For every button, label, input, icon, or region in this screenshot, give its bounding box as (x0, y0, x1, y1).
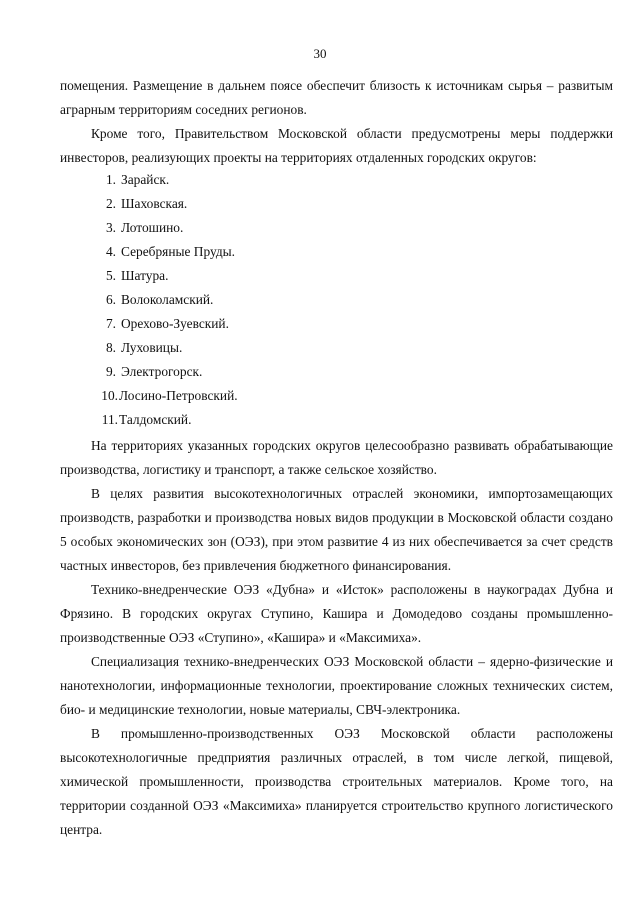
list-item (90, 240, 238, 264)
list-item-number: 5. (105, 268, 116, 283)
paragraph-technical-zones: Технико-внедренческие ОЭЗ «Дубна» и «Исток» расположены в наукоградах Дубна и Фрязино. В городских округах Ступино, Кашира и Домодедово созданы промышленно-производственные ОЭЗ «Ступино», «Кашира» и «Максимиха». (60, 582, 613, 645)
list-item-number: 6. (105, 292, 116, 307)
paragraph-specialization: Специализация технико-внедренческих ОЭЗ Московской области – ядерно-физические и нанотехнологии, информационные технологии, проектирование сложных технических систем, био- и медицинские технологии, новые материалы, СВЧ-электроника. (60, 654, 613, 717)
list-item (90, 192, 238, 216)
list-item-text: Лотошино. (121, 220, 184, 235)
list-item-number: 8. (105, 340, 116, 355)
list-item (90, 264, 238, 288)
list-item-text: Волоколамский. (121, 292, 214, 307)
paragraph-continuation: помещения. Размещение в дальнем поясе обеспечит близость к источникам сырья – развитым аграрным территориям соседних регионов. (60, 78, 613, 117)
list-item-text: Шаховская. (121, 196, 188, 211)
list-item (90, 384, 238, 408)
list-item-text: Зарайск. (121, 172, 170, 187)
list-item-number: 1. (105, 172, 116, 187)
list-item (90, 408, 238, 432)
list-item (90, 360, 238, 384)
list-item-text: Шатура. (121, 268, 169, 283)
list-item (90, 336, 238, 360)
district-list (90, 168, 238, 432)
list-item-number: 9. (105, 364, 116, 379)
list-item-text: Талдомский. (119, 412, 192, 427)
list-item-text: Электрогорск. (121, 364, 203, 379)
list-item-text: Серебряные Пруды. (121, 244, 235, 259)
list-item-number: 10. (101, 388, 118, 403)
list-item-number: 7. (105, 316, 116, 331)
page-number: 30 (313, 46, 327, 61)
list-item (90, 168, 238, 192)
paragraph-support-measures: Кроме того, Правительством Московской области предусмотрены меры поддержки инвесторов, реализующих проекты на территориях отдаленных городских округов: (60, 126, 613, 165)
list-item-text: Луховицы. (121, 340, 183, 355)
list-item (90, 312, 238, 336)
paragraph-industrial-zones: В промышленно-производственных ОЭЗ Московской области расположены высокотехнологичные предприятия различных отраслей, в том числе легкой, пищевой, химической промышленности, производства строительных материалов. Кроме того, на территории созданной ОЭЗ «Максимиха» планируется строительство крупного логистического центра. (60, 726, 613, 837)
list-item-number: 3. (105, 220, 116, 235)
list-item (90, 288, 238, 312)
list-item-text: Орехово-Зуевский. (121, 316, 229, 331)
list-item (90, 216, 238, 240)
list-item-number: 11. (101, 412, 118, 427)
paragraph-development-areas: На территориях указанных городских округов целесообразно развивать обрабатывающие производства, логистику и транспорт, а также сельское хозяйство. (60, 438, 613, 477)
list-item-number: 2. (105, 196, 116, 211)
list-item-number: 4. (105, 244, 116, 259)
paragraph-special-economic-zones: В целях развития высокотехнологичных отраслей экономики, импортозамещающих производств, разработки и производства новых видов продукции в Московской области создано 5 особых экономических зон (ОЭЗ), при этом развитие 4 из них обеспечивается за счет средств частных инвесторов, без привлечения бюджетного финансирования. (60, 486, 613, 573)
list-item-text: Лосино-Петровский. (119, 388, 238, 403)
